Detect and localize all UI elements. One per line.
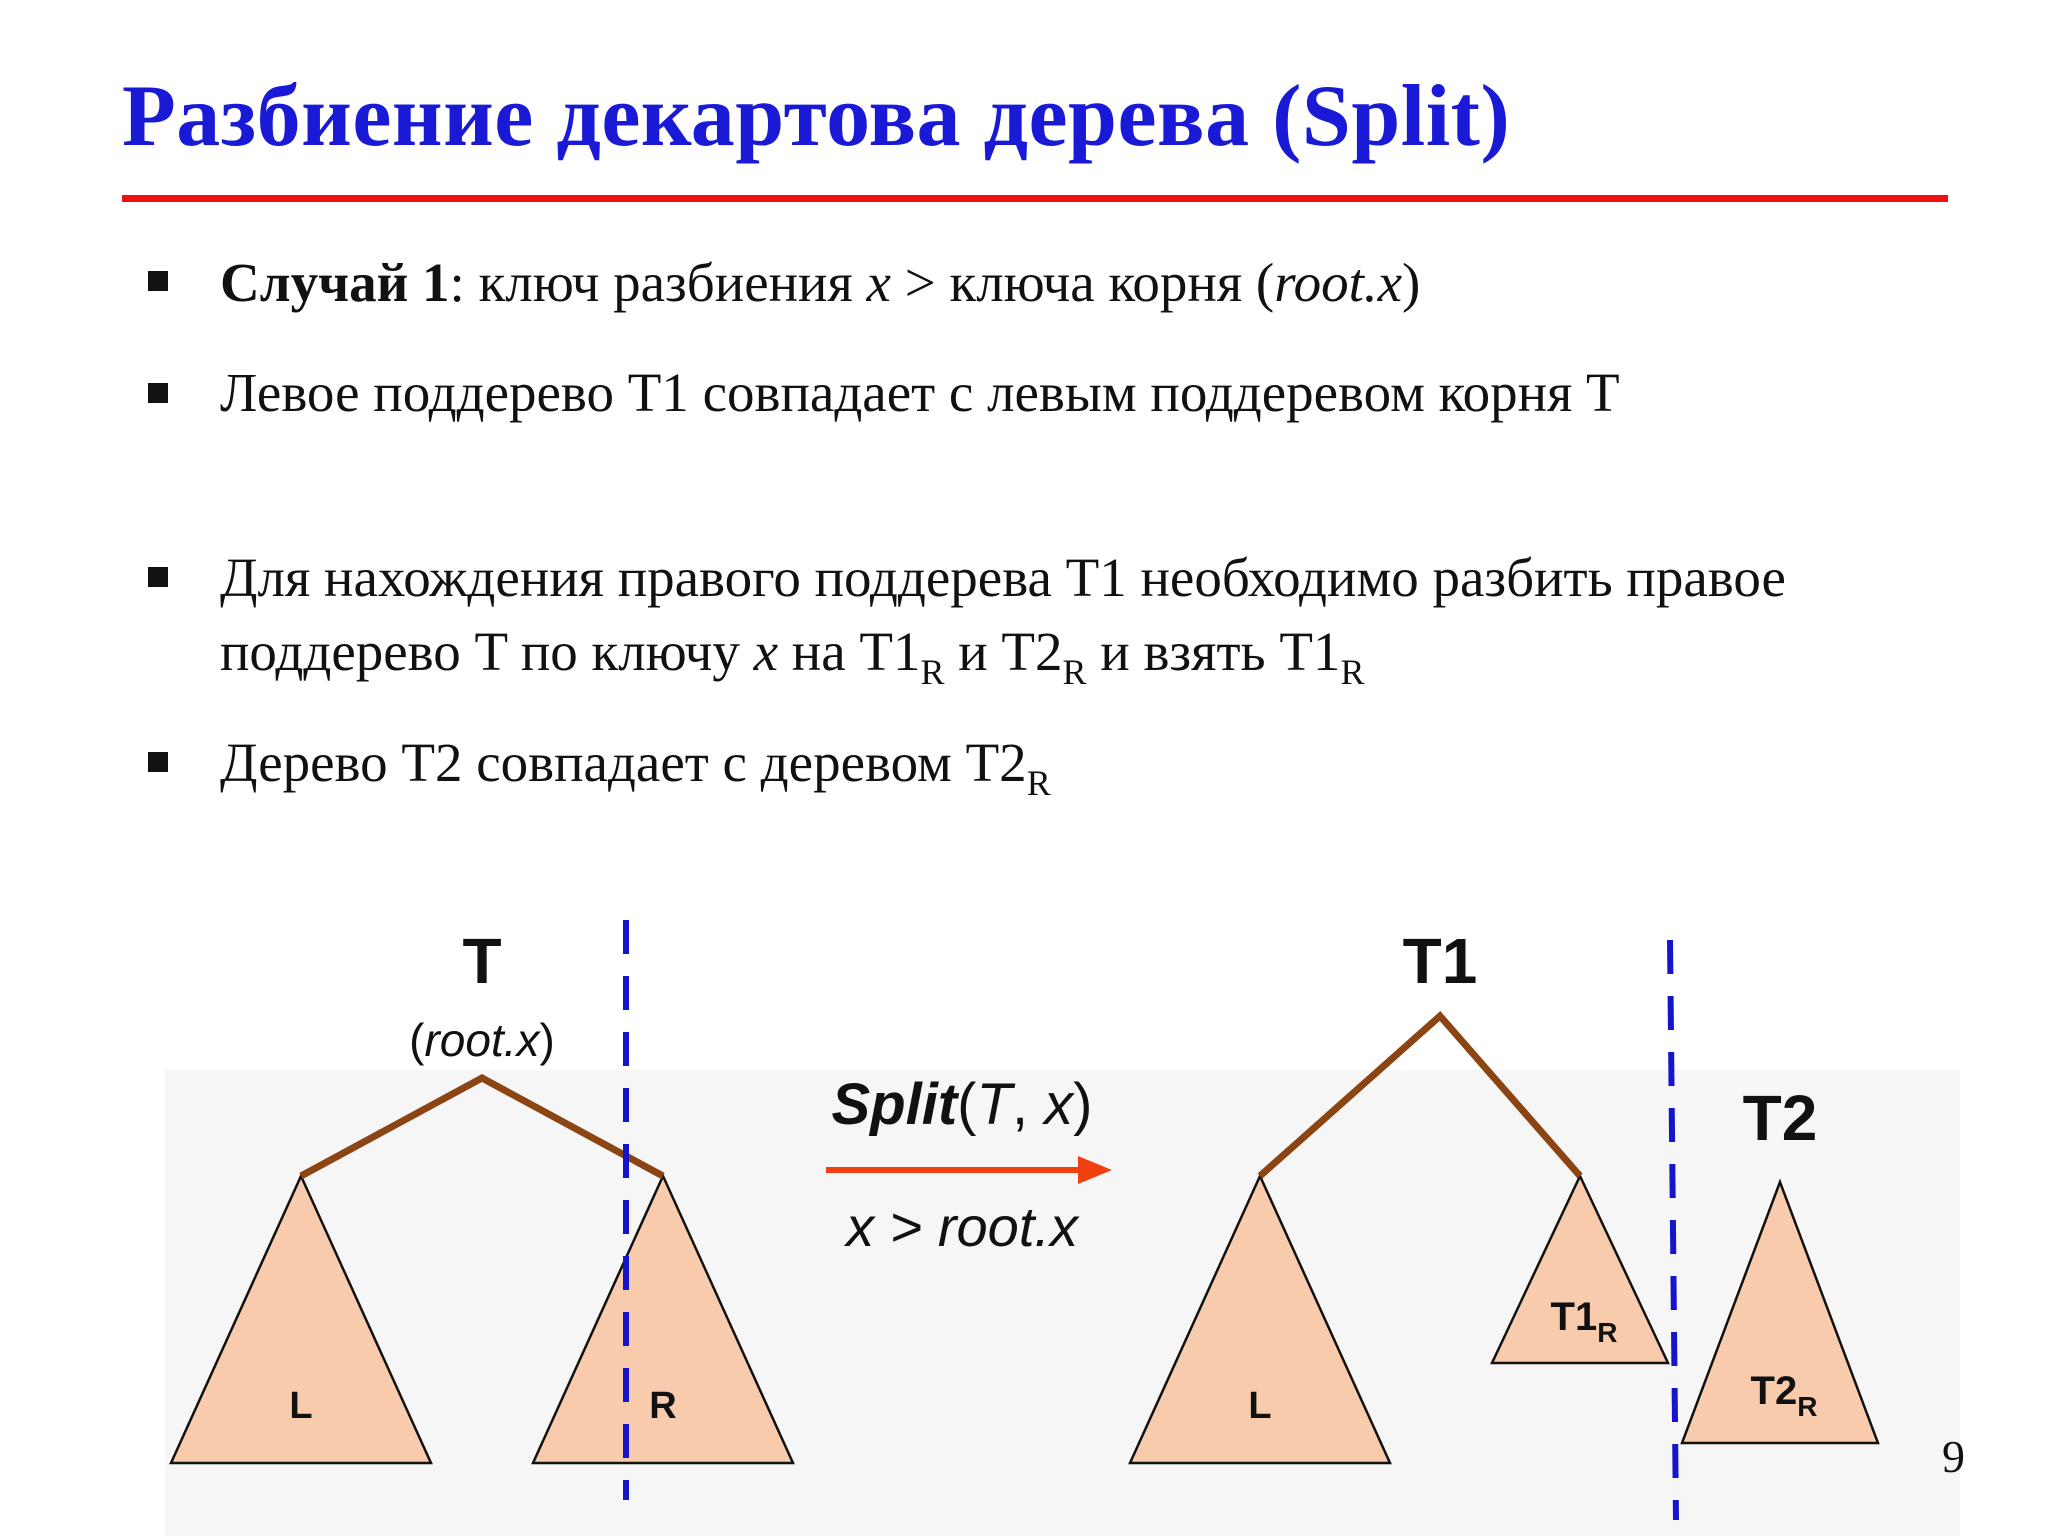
- label-subscript: R: [1797, 1391, 1818, 1422]
- var-x: x: [753, 621, 779, 682]
- bullet-text: : ключ разбиения: [449, 252, 867, 313]
- bullet-text: Дерево T2 совпадает с деревом T2: [220, 732, 1027, 793]
- label-base: T1: [1550, 1295, 1598, 1339]
- comma: ,: [1011, 1072, 1045, 1137]
- label-subscript: R: [1597, 1317, 1618, 1348]
- paren: ): [1073, 1072, 1093, 1137]
- paren: (: [957, 1072, 977, 1137]
- root-key-label: [409, 1014, 555, 1066]
- arg-t: T: [976, 1072, 1012, 1137]
- subscript: R: [1340, 652, 1365, 692]
- tree-t1-label: T1: [1402, 925, 1478, 997]
- split-call-label: [832, 1072, 1093, 1137]
- bullet-text: > ключа корня (: [890, 252, 1275, 313]
- var-x: x: [866, 252, 891, 313]
- root-edges: [301, 1078, 663, 1176]
- subscript: R: [1062, 652, 1087, 692]
- arg-x: x: [1044, 1072, 1074, 1137]
- node-l-label: L: [289, 1385, 313, 1427]
- page-number: 9: [1942, 1431, 1965, 1482]
- root-key: root.x: [1274, 252, 1403, 313]
- bullet-text: на T1: [778, 621, 921, 682]
- node-r-label: R: [649, 1385, 677, 1427]
- bullet-left-subtree: Левое поддерево T1 совпадает с левым поддеревом корня T: [220, 362, 1620, 423]
- bullet-text: и T2: [944, 621, 1063, 682]
- split-name: Split: [831, 1072, 958, 1137]
- paren: (: [409, 1014, 425, 1066]
- bullet-text: и взять T1: [1086, 621, 1341, 682]
- node-l-label: L: [1248, 1385, 1272, 1427]
- root-key: root.x: [424, 1014, 540, 1066]
- left-tree: [171, 920, 793, 1500]
- split-line-right: [1670, 940, 1676, 1520]
- bullet-text: ): [1402, 252, 1421, 313]
- subscript: R: [920, 652, 945, 692]
- case-label: Случай 1: [220, 252, 450, 313]
- right-trees: [1130, 925, 1878, 1520]
- split-operation: [826, 1072, 1112, 1258]
- t1-root-edges: [1260, 1016, 1580, 1176]
- arrow-head-icon: [1078, 1156, 1112, 1184]
- label-base: T2: [1750, 1369, 1798, 1413]
- slide-title: Разбиение декартова дерева (Split): [122, 68, 1511, 165]
- tree-t2-label: T2: [1742, 1082, 1818, 1154]
- subscript: R: [1026, 763, 1051, 803]
- split-condition: x > root.x: [846, 1195, 1078, 1258]
- bullet-text: Для нахождения правого поддерева T1 необходимо разбить правое поддерево T по ключу: [220, 547, 1786, 682]
- paren: ): [539, 1014, 555, 1066]
- tree-t-label: T: [462, 925, 502, 997]
